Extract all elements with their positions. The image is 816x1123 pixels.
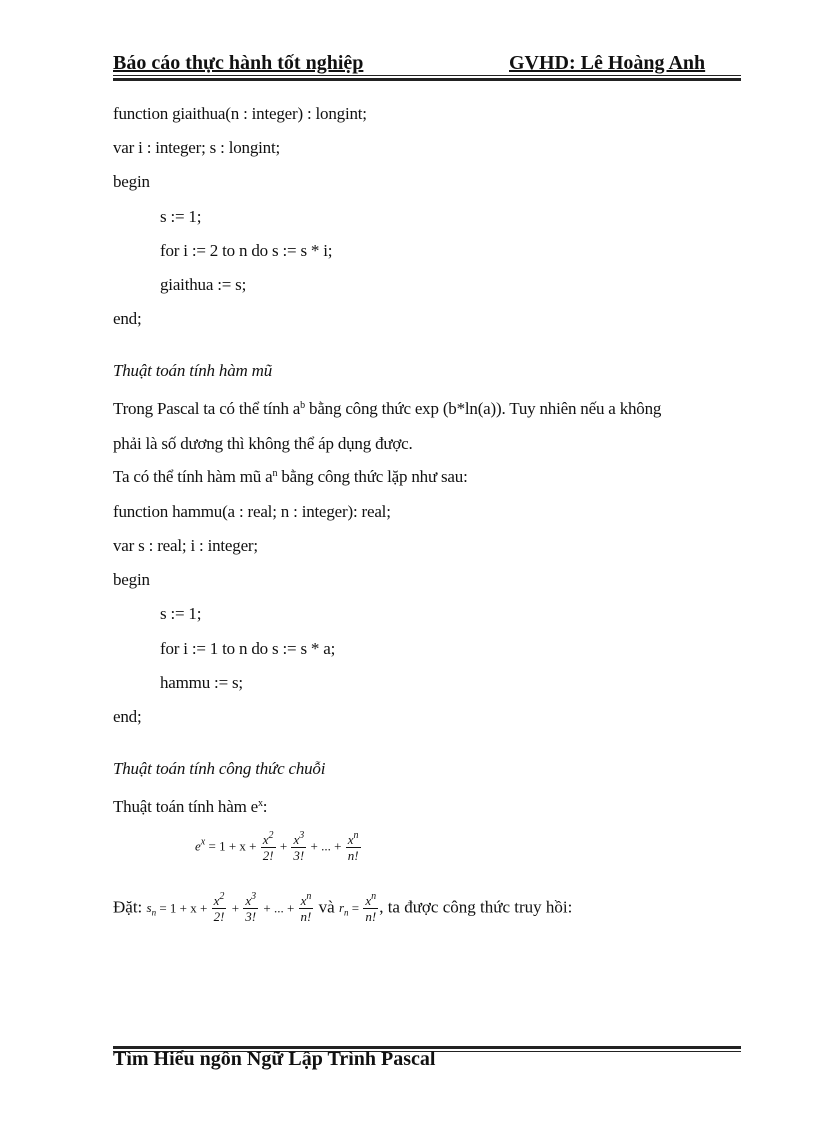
code-line: begin xyxy=(113,172,150,191)
paragraph-line: Trong Pascal ta có thể tính $a^b$ bằng công thức exp (b*ln(a)). Tuy nhiên nếu a không xyxy=(113,399,662,418)
section-heading: Thuật toán tính công thức chuỗi xyxy=(113,759,326,778)
code-line: hammu := s; xyxy=(160,673,243,692)
header-instructor: GVHD: Lê Hoàng Anh xyxy=(509,52,706,74)
code-line: s := 1; xyxy=(160,604,202,623)
code-line: function giaithua(n : integer) : longint; xyxy=(113,104,367,123)
code-line: s := 1; xyxy=(160,207,202,226)
header-rule-thin xyxy=(113,75,741,76)
code-line: begin xyxy=(113,570,150,589)
header-rule-thick xyxy=(113,78,741,81)
code-line: function hammu(a : real; n : integer): real; xyxy=(113,502,391,521)
paragraph-line: phải là số dương thì không thể áp dụng được. xyxy=(113,434,413,453)
code-line: end; xyxy=(113,309,142,328)
code-line: var s : real; i : integer; xyxy=(113,536,258,555)
exp-series-formula: $e^x = 1 + x$ + $\frac{x^2}{2!}$ + $\frac{x^3}{3!}$ + ... + $\frac{x^n}{n!}$ xyxy=(195,830,359,863)
paragraph-line: Thuật toán tính hàm $e^x$: xyxy=(113,797,268,816)
code-line: end; xyxy=(113,707,142,726)
code-line: giaithua := s; xyxy=(160,275,247,294)
recurrence-definition: Đặt: $s_n = 1 + x$ + $\frac{x^2}{2!}$ + $\frac{x^3}{3!}$ + ... + $\frac{x^n}{n!}$ và $r_n$ = $\frac{x^n}{n!}$ , ta được công thức truy hồi: xyxy=(113,891,573,924)
section-heading: Thuật toán tính hàm mũ xyxy=(113,361,273,380)
code-line: for i := 2 to n do s := s * i; xyxy=(160,241,333,260)
code-line: var i : integer; s : longint; xyxy=(113,138,281,157)
header-title: Báo cáo thực hành tốt nghiệp xyxy=(113,52,364,74)
paragraph-line: Ta có thể tính hàm mũ $a^n$ bằng công thức lặp như sau: xyxy=(113,467,468,486)
page-footer: Tìm Hiểu ngôn Ngữ Lập Trình Pascal xyxy=(113,1048,436,1070)
code-line: for i := 1 to n do s := s * a; xyxy=(160,639,336,658)
